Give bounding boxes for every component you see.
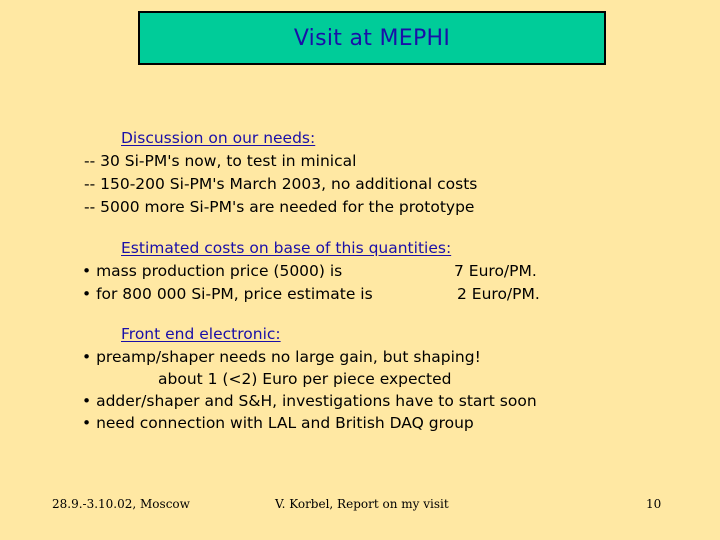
needs-line-2: -- 150-200 Si-PM's March 2003, no additional costs — [84, 175, 478, 193]
section-heading-needs: Discussion on our needs: — [121, 129, 316, 147]
title-box — [138, 11, 606, 65]
section-heading-costs: Estimated costs on base of this quantities: — [121, 239, 452, 257]
cost-row-value-2: 2 Euro/PM. — [457, 285, 540, 303]
footer-author: V. Korbel, Report on my visit — [275, 497, 449, 511]
needs-line-1: -- 30 Si-PM's now, to test in minical — [84, 152, 357, 170]
electronics-line-1: • preamp/shaper needs no large gain, but shaping! — [82, 348, 481, 366]
cost-row-label-2: • for 800 000 Si-PM, price estimate is — [82, 285, 373, 303]
footer-page-number: 10 — [646, 497, 662, 511]
cost-row-value-1: 7 Euro/PM. — [454, 262, 537, 280]
electronics-line-2: about 1 (<2) Euro per piece expected — [158, 370, 452, 388]
electronics-line-3: • adder/shaper and S&H, investigations have to start soon — [82, 392, 537, 410]
slide-title: Visit at MEPHI — [293, 25, 451, 51]
needs-line-3: -- 5000 more Si-PM's are needed for the prototype — [84, 198, 475, 216]
footer-date-location: 28.9.-3.10.02, Moscow — [52, 497, 190, 511]
electronics-line-4: • need connection with LAL and British DAQ group — [82, 414, 474, 432]
section-heading-electronics: Front end electronic: — [121, 325, 281, 343]
cost-row-label-1: • mass production price (5000) is — [82, 262, 343, 280]
